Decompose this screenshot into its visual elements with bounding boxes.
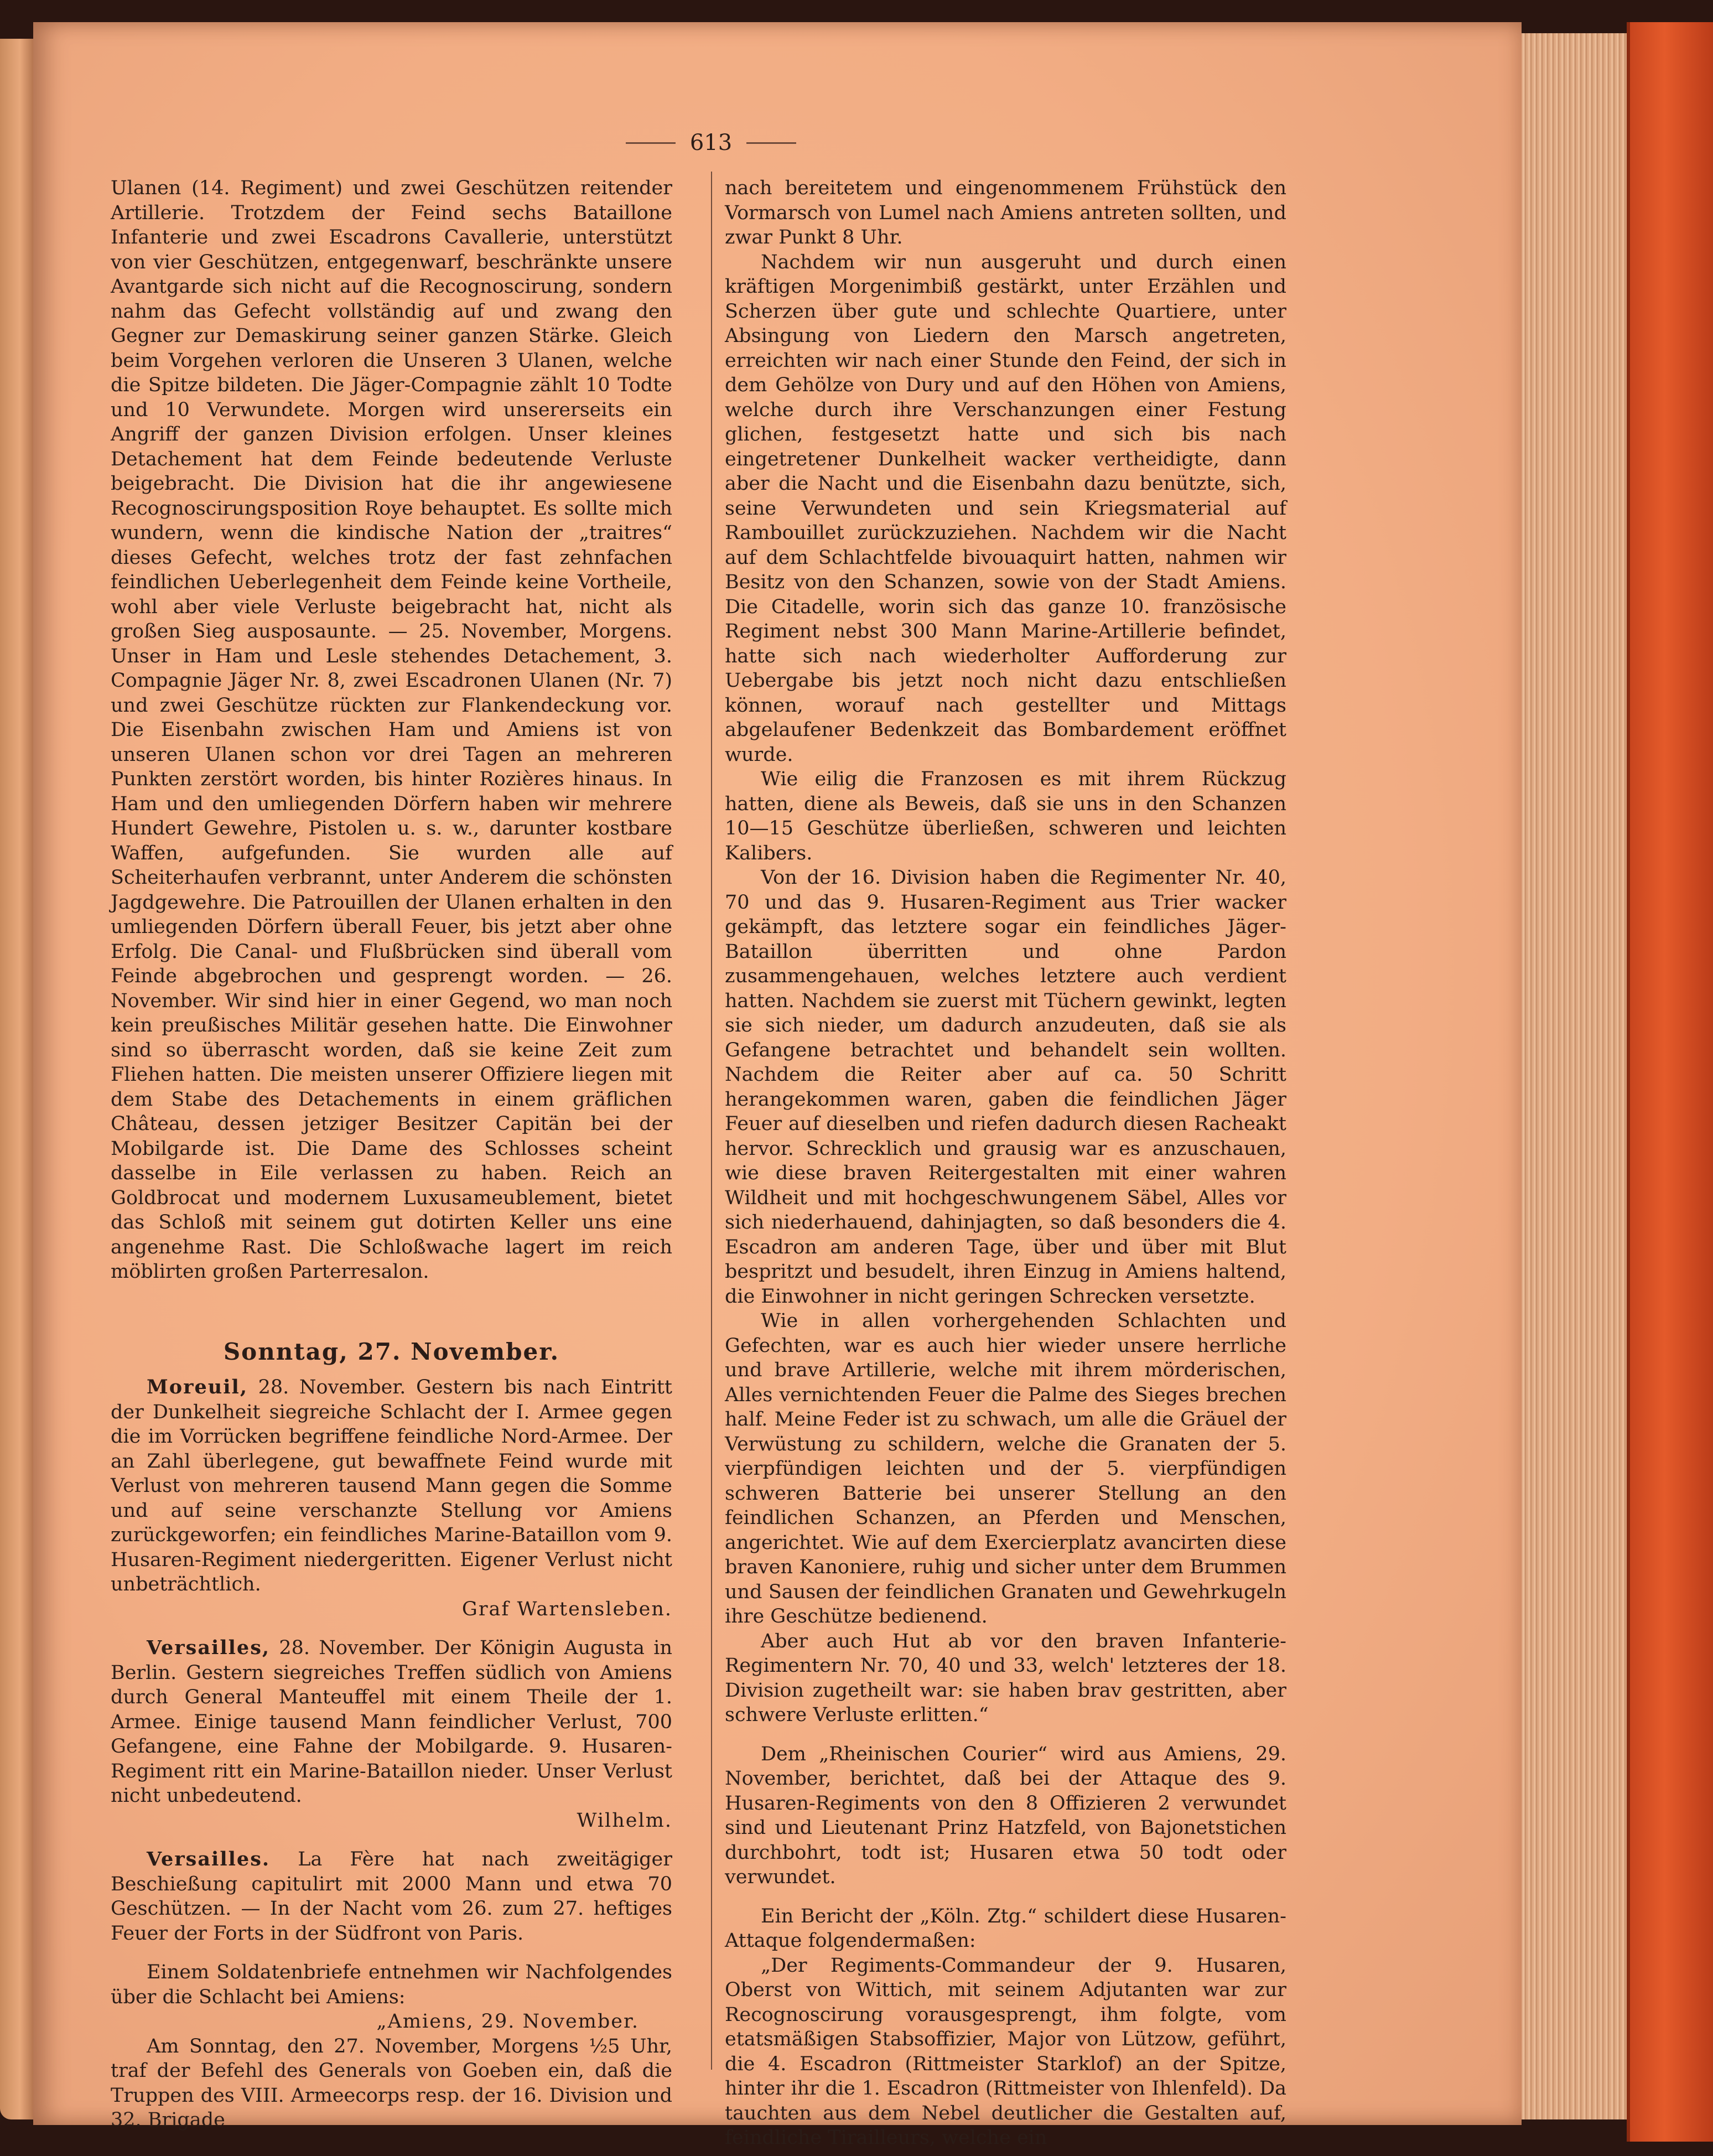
paragraph: Einem Soldatenbriefe entnehmen wir Nachfolgendes über die Schlacht bei Amiens:: [111, 1961, 672, 2008]
header-rule-left: [626, 142, 676, 144]
report-text: 28. November. Gestern bis nach Eintritt der Dunkelheit siegreiche Schlacht der I. Armee gegen die im Vorrücken begriffene feindliche Nord-Armee. Der an Zahl überlegene, gut bewaffnete Feind wurde mit Verlust von mehreren tausend Mann gegen die Somme und auf seine verschanzte Stellung vor Amiens zurückgeworfen; ein feindliches Marine-Bataillon vom 9. Husaren-Regiment niedergeritten. Eigener Verlust nicht unbeträchtlich.: [111, 1376, 672, 1595]
page-number: 613: [689, 130, 733, 156]
report-versailles-1: [111, 1636, 672, 1808]
report-text: 28. November. Der Königin Augusta in Berlin. Gestern siegreiches Treffen südlich von Amiens durch General Manteuffel mit einem Theile der 1. Armee. Einige tausend Mann feindlicher Verlust, 700 Gefangene, eine Fahne der Mobilgarde. 9. Husaren-Regiment ritt ein Marine-Bataillon nieder. Unser Verlust nicht unbedeutend.: [111, 1637, 672, 1807]
place-name: Moreuil,: [147, 1376, 248, 1398]
paragraph: Aber auch Hut ab vor den braven Infanterie-Regimentern Nr. 70, 40 und 33, welch' letzteres der 18. Division zugetheilt war: sie haben brav gestritten, aber schwere Verluste erlitten.“: [725, 1630, 1286, 1726]
report-moreuil: [111, 1375, 672, 1597]
left-column: [111, 176, 672, 2133]
signature: Graf Wartensleben.: [461, 1598, 672, 1620]
page-fore-edge: [1522, 33, 1627, 2119]
report-text: La Fère hat nach zweitägiger Beschießung capitulirt mit 2000 Mann und etwa 70 Geschützen. — In der Nacht vom 26. zum 27. heftiges Feuer der Forts in der Südfront von Paris.: [111, 1848, 672, 1945]
paragraph: Am Sonntag, den 27. November, Morgens ½5 Uhr, traf der Befehl des Generals von Goeben ein, daß die Truppen des VIII. Armeecorps resp. der 16. Division und 32. Brigade: [111, 2035, 672, 2131]
report-versailles-2: [111, 1847, 672, 1946]
place-name: Versailles,: [147, 1636, 271, 1659]
right-column: [725, 176, 1286, 2150]
page-header: [614, 126, 808, 159]
place-name: Versailles.: [147, 1848, 271, 1870]
paragraph: Nachdem wir nun ausgeruht und durch einen kräftigen Morgenimbiß gestärkt, unter Erzählen und Scherzen über gute und schlechte Quartiere, unter Absingung von Liedern den Marsch angetreten, erreichten wir nach einer Stunde den Feind, der sich in dem Gehölze von Dury und auf den Höhen von Amiens, welche durch ihre Verschanzungen einer Festung glichen, festgesetzt hatte und sich bis nach eingetretener Dunkelheit wacker vertheidigte, dann aber die Nacht und die Eisenbahn dazu benützte, sich, seine Verwundeten und sein Kriegsmaterial auf Rambouillet zurückzuziehen. Nachdem wir die Nacht auf dem Schlachtfelde bivouaquirt hatten, nahmen wir Besitz von den Schanzen, sowie von der Stadt Amiens. Die Citadelle, worin sich das ganze 10. französische Regiment nebst 300 Mann Marine-Artillerie befindet, hatte sich nach wiederholter Aufforderung zur Uebergabe bis jetzt noch nicht dazu entschließen können, worauf nach gestellter und Mittags abgelaufener Bedenkzeit das Bombardement eröffnet wurde.: [725, 251, 1286, 766]
paragraph: nach bereitetem und eingenommenem Frühstück den Vormarsch von Lumel nach Amiens antreten sollten, und zwar Punkt 8 Uhr.: [725, 177, 1286, 248]
paragraph: Wie eilig die Franzosen es mit ihrem Rückzug hatten, diene als Beweis, daß sie uns in den Schanzen 10—15 Geschütze überließen, schweren und leichten Kalibers.: [725, 768, 1286, 864]
header-rule-right: [746, 142, 796, 144]
column-divider: [711, 172, 712, 2070]
paragraph: Von der 16. Division haben die Regimenter Nr. 40, 70 und das 9. Husaren-Regiment aus Trier wacker gekämpft, das letztere sogar ein feindliches Jäger-Bataillon überritten und ohne Pardon zusammengehauen, welches letztere auch verdient hatten. Nachdem sie zuerst mit Tüchern gewinkt, legten sie sich nieder, um dadurch anzudeuten, daß sie als Gefangene betrachtet und behandelt sein wollten. Nachdem die Reiter aber auf ca. 50 Schritt herangekommen waren, gaben die feindlichen Jäger Feuer auf dieselben und riefen dadurch diesen Racheakt hervor. Schrecklich und grausig war es anzuschauen, wie diese braven Reitergestalten mit einer wahren Wildheit und mit hochgeschwungenem Säbel, Alles vor sich niederhauend, dahinjagten, so daß besonders die 4. Escadron am anderen Tage, über und über mit Blut bespritzt und besudelt, ihren Einzug in Amiens haltend, die Einwohner in nicht geringen Schrecken versetzte.: [725, 867, 1286, 1308]
signature: Wilhelm.: [577, 1809, 672, 1832]
paragraph: Dem „Rheinischen Courier“ wird aus Amiens, 29. November, berichtet, daß bei der Attaque des 9. Husaren-Regiments von den 8 Offizieren 2 verwundet sind und Lieutenant Prinz Hatzfeld, von Bajonetstichen durchbohrt, todt ist; Husaren etwa 50 todt oder verwundet.: [725, 1743, 1286, 1888]
section-heading: Sonntag, 27. November.: [223, 1338, 560, 1365]
facing-page-edge: [0, 39, 33, 2119]
paragraph: Ulanen (14. Regiment) und zwei Geschützen reitender Artillerie. Trotzdem der Feind sechs Bataillone Infanterie und zwei Escadrons Cavallerie, unterstützt von vier Geschützen, entgegenwarf, beschränkte unsere Avantgarde sich nicht auf die Recognoscirung, sondern nahm das Gefecht vollständig auf und zwang den Gegner zur Demaskirung seiner ganzen Stärke. Gleich beim Vorgehen verloren die Unseren 3 Ulanen, welche die Spitze bildeten. Die Jäger-Compagnie zählt 10 Todte und 10 Verwundete. Morgen wird unsererseits ein Angriff der ganzen Division erfolgen. Unser kleines Detachement hat dem Feinde bedeutende Verluste beigebracht. Die Division hat die ihr angewiesene Recognoscirungsposition Roye behauptet. Es sollte mich wundern, wenn die kindische Nation der „traitres“ dieses Gefecht, welches trotz der fast zehnfachen feindlichen Ueberlegenheit dem Feinde keine Vortheile, wohl aber viele Verluste beigebracht hat, nicht als großen Sieg ausposaunte. — 25. November, Morgens. Unser in Ham und Lesle stehendes Detachement, 3. Compagnie Jäger Nr. 8, zwei Escadronen Ulanen (Nr. 7) und zwei Geschütze rückten zur Flankendeckung vor. Die Eisenbahn zwischen Ham und Amiens ist von unseren Ulanen schon vor drei Tagen an mehreren Punkten zerstört worden, bis hinter Rozières hinaus. In Ham und den umliegenden Dörfern haben wir mehrere Hundert Gewehre, Pistolen u. s. w., darunter kostbare Waffen, aufgefunden. Sie wurden alle auf Scheiterhaufen verbrannt, unter Anderem die schönsten Jagdgewehre. Die Patrouillen der Ulanen erhalten in den umliegenden Dörfern überall Feuer, bis jetzt aber ohne Erfolg. Die Canal- und Flußbrücken sind überall vom Feinde abgebrochen und gesprengt worden. — 26. November. Wir sind hier in einer Gegend, wo man noch kein preußisches Militär gesehen hatte. Die Einwohner sind so überrascht worden, daß sie keine Zeit zum Fliehen hatten. Die meisten unserer Offiziere liegen mit dem Stabe des Detachements in einem gräflichen Château, dessen jetziger Besitzer Capitän bei der Mobilgarde ist. Die Dame des Schlosses scheint dasselbe in Eile verlassen zu haben. Reich an Goldbrocat und modernem Luxusameublement, bietet das Schloß mit seinem gut dotirten Keller uns eine angenehme Rast. Die Schloßwache lagert im reich möblirten großen Parterresalon.: [111, 177, 672, 1283]
paragraph: Wie in allen vorhergehenden Schlachten und Gefechten, war es auch hier wieder unsere herrliche und brave Artillerie, welche mit ihrem mörderischen, Alles vernichtenden Feuer die Palme des Sieges brechen half. Meine Feder ist zu schwach, um alle die Gräuel der Verwüstung zu schildern, welche die Granaten der 5. vierpfündigen leichten und der 5. vierpfündigen schweren Batterie bei unserer Stellung an den feindlichen Schanzen, an Pferden und Menschen, angerichtet. Wie auf dem Exercierplatz avancirten diese braven Kanoniere, ruhig und sicher unter dem Brummen und Sausen der feindlichen Granaten und Gewehrkugeln ihre Geschütze bedienend.: [725, 1310, 1286, 1628]
paragraph: „Der Regiments-Commandeur der 9. Husaren, Oberst von Wittich, mit seinem Adjutanten war zur Recognoscirung vorausgesprengt, ihm folgte, vom etatsmäßigen Stabsoffizier, Major von Lützow, geführt, die 4. Escadron (Rittmeister Starklof) an der Spitze, hinter ihr die 1. Escadron (Rittmeister von Ihlenfeld). Da tauchten aus dem Nebel deutlicher die Gestalten auf, feindliche Tirailleurs, welche ein: [725, 1954, 1286, 2149]
paragraph: Ein Bericht der „Köln. Ztg.“ schildert diese Husaren-Attaque folgendermaßen:: [725, 1905, 1286, 1952]
letter-dateline: „Amiens, 29. November.: [376, 2010, 639, 2033]
book-cover: [1627, 22, 1713, 2142]
